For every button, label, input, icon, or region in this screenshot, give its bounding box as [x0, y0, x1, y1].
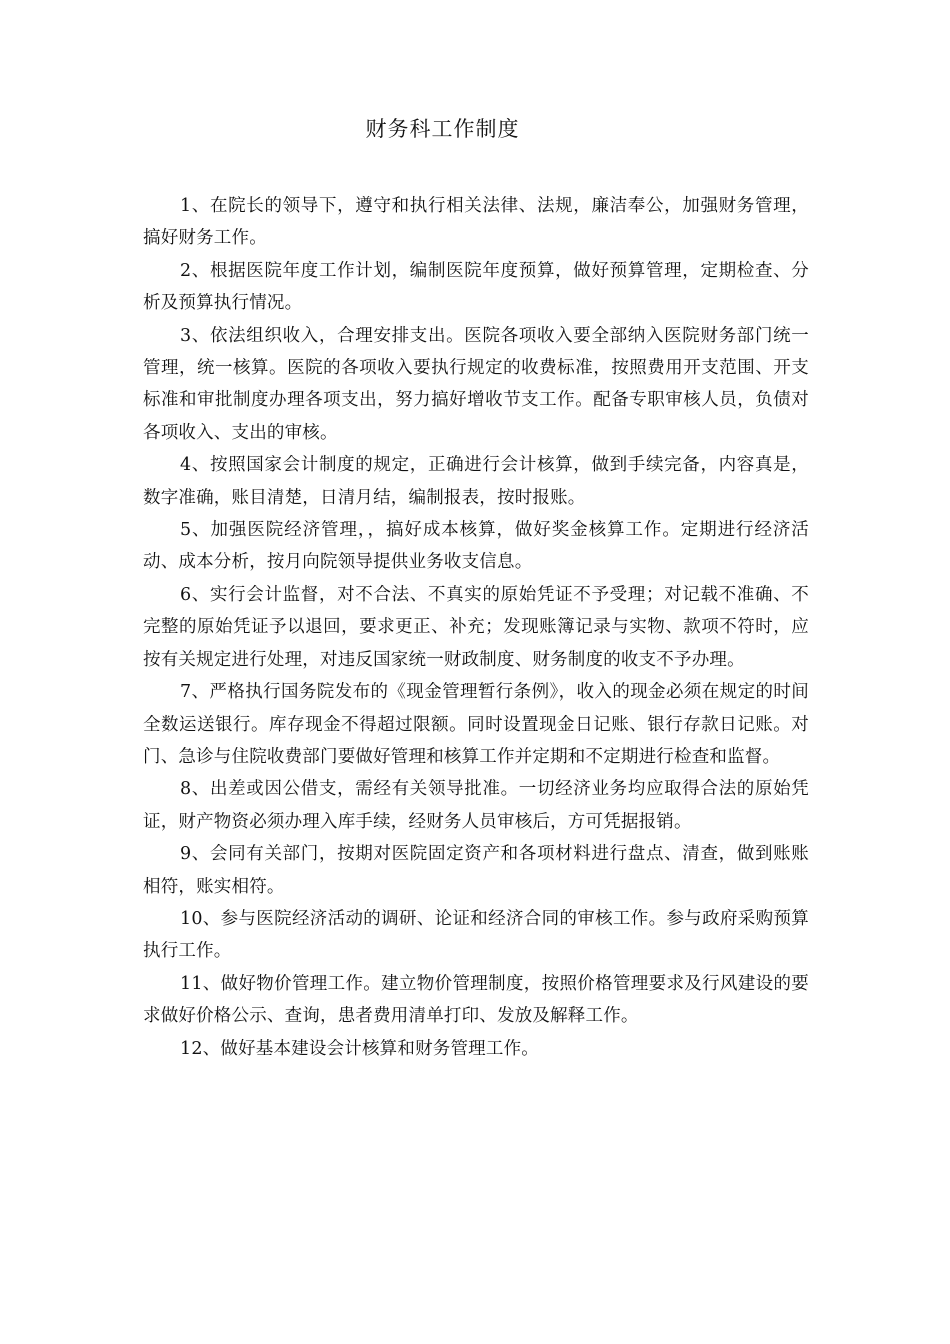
paragraph-9: 9、会同有关部门，按期对医院固定资产和各项材料进行盘点、清查，做到账账相符，账实相符。	[143, 844, 809, 897]
paragraph-10: 10、参与医院经济活动的调研、论证和经济合同的审核工作。参与政府采购预算执行工作。	[143, 908, 809, 962]
paragraph-12: 12、做好基本建设会计核算和财务管理工作。	[180, 1038, 539, 1059]
paragraph-8: 8、出差或因公借支，需经有关领导批准。一切经济业务均应取得合法的原始凭证，财产物资必须办理入库手续，经财务人员审核后，方可凭据报销。	[143, 779, 809, 832]
paragraph-5: 5、加强医院经济管理，，搞好成本核算，做好奖金核算工作。定期进行经济活动、成本分析，按月向院领导提供业务收支信息。	[143, 520, 809, 573]
paragraph-11: 11、做好物价管理工作。建立物价管理制度，按照价格管理要求及行风建设的要求做好价格公示、查询，患者费用清单打印、发放及解释工作。	[143, 973, 809, 1027]
paragraph-7: 7、严格执行国务院发布的《现金管理暂行条例》，收入的现金必须在规定的时间全数运送银行。库存现金不得超过限额。同时设置现金日记账、银行存款日记账。对门、急诊与住院收费部门要做好管理和核算工作并定期和不定期进行检查和监督。	[143, 682, 809, 767]
document-title: 财务科工作制度	[365, 117, 520, 141]
paragraph-3: 3、依法组织收入，合理安排支出。医院各项收入要全部纳入医院财务部门统一管理，统一核算。医院的各项收入要执行规定的收费标准，按照费用开支范围、开支标准和审批制度办理各项支出，努力搞好增收节支工作。配备专职审核人员，负债对各项收入、支出的审核。	[143, 325, 809, 443]
paragraph-1: 1、在院长的领导下，遵守和执行相关法律、法规，廉洁奉公，加强财务管理，搞好财务工作。	[143, 196, 809, 249]
paragraph-4: 4、按照国家会计制度的规定，正确进行会计核算，做到手续完备，内容真是，数字准确，账目清楚，日清月结，编制报表，按时报账。	[143, 455, 809, 508]
paragraph-6: 6、实行会计监督，对不合法、不真实的原始凭证不予受理；对记载不准确、不完整的原始凭证予以退回，要求更正、补充；发现账簿记录与实物、款项不符时，应按有关规定进行处理，对违反国家统一财政制度、财务制度的收支不予办理。	[143, 584, 809, 670]
paragraph-2: 2、根据医院年度工作计划，编制医院年度预算，做好预算管理，定期检查、分析及预算执行情况。	[143, 260, 809, 314]
document-body	[143, 190, 809, 1065]
